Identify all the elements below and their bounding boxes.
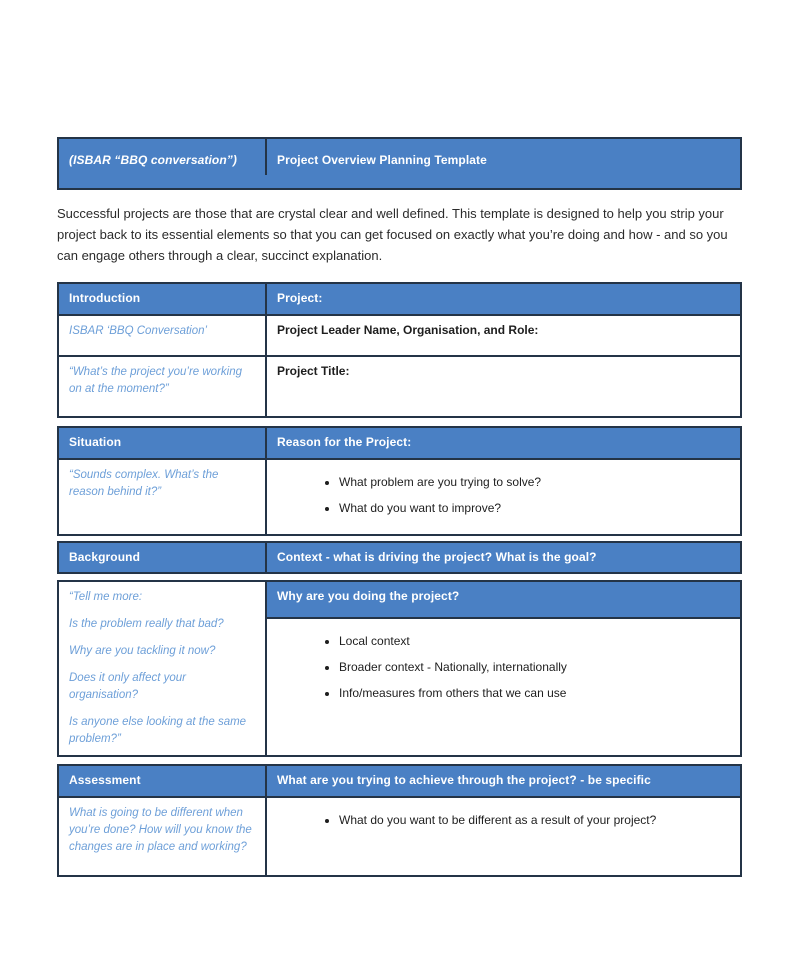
note-line: “Tell me more:: [69, 591, 143, 603]
background-bullet-area: [267, 619, 740, 756]
section-situation: [57, 426, 742, 536]
sounds-complex-note: “Sounds complex. What’s the reason behind it?”: [59, 460, 267, 534]
list-item: • Info/measures from others that we can use: [339, 686, 730, 701]
note-line: Why are you tackling it now?: [69, 645, 216, 657]
list-item: • What problem are you trying to solve?: [339, 475, 730, 490]
assessment-header-row: [59, 766, 740, 796]
assessment-header-label: Assessment: [59, 766, 267, 796]
working-on-question-note: “What’s the project you’re working on at the moment?”: [59, 357, 267, 416]
project-title-row: [59, 355, 740, 416]
situation-bullet-list: [277, 475, 730, 516]
intro-paragraph: Successful projects are those that are crystal clear and well defined. This template is designed to help you strip your project back to its essential elements so that you can get focused on exactly what you’re doing and how - and so you can engage others through a clear, succinct explanation.: [57, 206, 728, 263]
list-item: • What do you want to be different as a result of your project?: [339, 813, 730, 828]
isbar-conversation-note: ISBAR ‘BBQ Conversation’: [59, 316, 267, 355]
achieve-header-label: What are you trying to achieve through the project? - be specific: [277, 773, 651, 787]
background-header-row: [59, 543, 740, 572]
project-leader-field-label: Project Leader Name, Organisation, and Role:: [277, 323, 539, 337]
assessment-bullet-area: [267, 798, 740, 875]
project-header-label: Project:: [277, 291, 323, 305]
page-title: Project Overview Planning Template: [277, 153, 487, 167]
context-header-label: Context - what is driving the project? What is the goal?: [277, 550, 597, 564]
situation-body-row: [59, 458, 740, 534]
planning-template-document: [57, 137, 742, 877]
situation-header-label: Situation: [59, 428, 267, 458]
introduction-header-label: Introduction: [59, 284, 267, 314]
situation-bullet-area: [267, 460, 740, 534]
project-title-field-label: Project Title:: [277, 364, 350, 378]
note-line: Does it only affect your organisation?: [69, 672, 186, 701]
list-item: • Broader context - Nationally, internationally: [339, 660, 730, 675]
introduction-header-row: [59, 284, 740, 314]
note-line: Is anyone else looking at the same problem?”: [69, 716, 247, 745]
project-leader-row: [59, 314, 740, 355]
why-doing-project-subheader: Why are you doing the project?: [267, 582, 740, 619]
section-background-header: [57, 541, 742, 574]
top-banner: [57, 137, 742, 190]
background-header-label: Background: [59, 543, 267, 572]
list-item: • Local context: [339, 634, 730, 649]
assessment-body-row: [59, 796, 740, 875]
reason-header-label: Reason for the Project:: [277, 435, 412, 449]
assessment-bullet-list: [277, 813, 730, 828]
note-line: Is the problem really that bad?: [69, 618, 224, 630]
background-bullet-list: [277, 634, 730, 701]
banner-isbar-label: (ISBAR “BBQ conversation”): [59, 139, 267, 175]
what-will-be-different-note: What is going to be different when you’re done? How will you know the changes are in place and working?: [59, 798, 267, 875]
section-background-body: [57, 580, 742, 757]
section-introduction: [57, 282, 742, 418]
list-item: • What do you want to improve?: [339, 501, 730, 516]
situation-header-row: [59, 428, 740, 458]
tell-me-more-notes: [59, 582, 267, 755]
section-assessment: [57, 764, 742, 877]
